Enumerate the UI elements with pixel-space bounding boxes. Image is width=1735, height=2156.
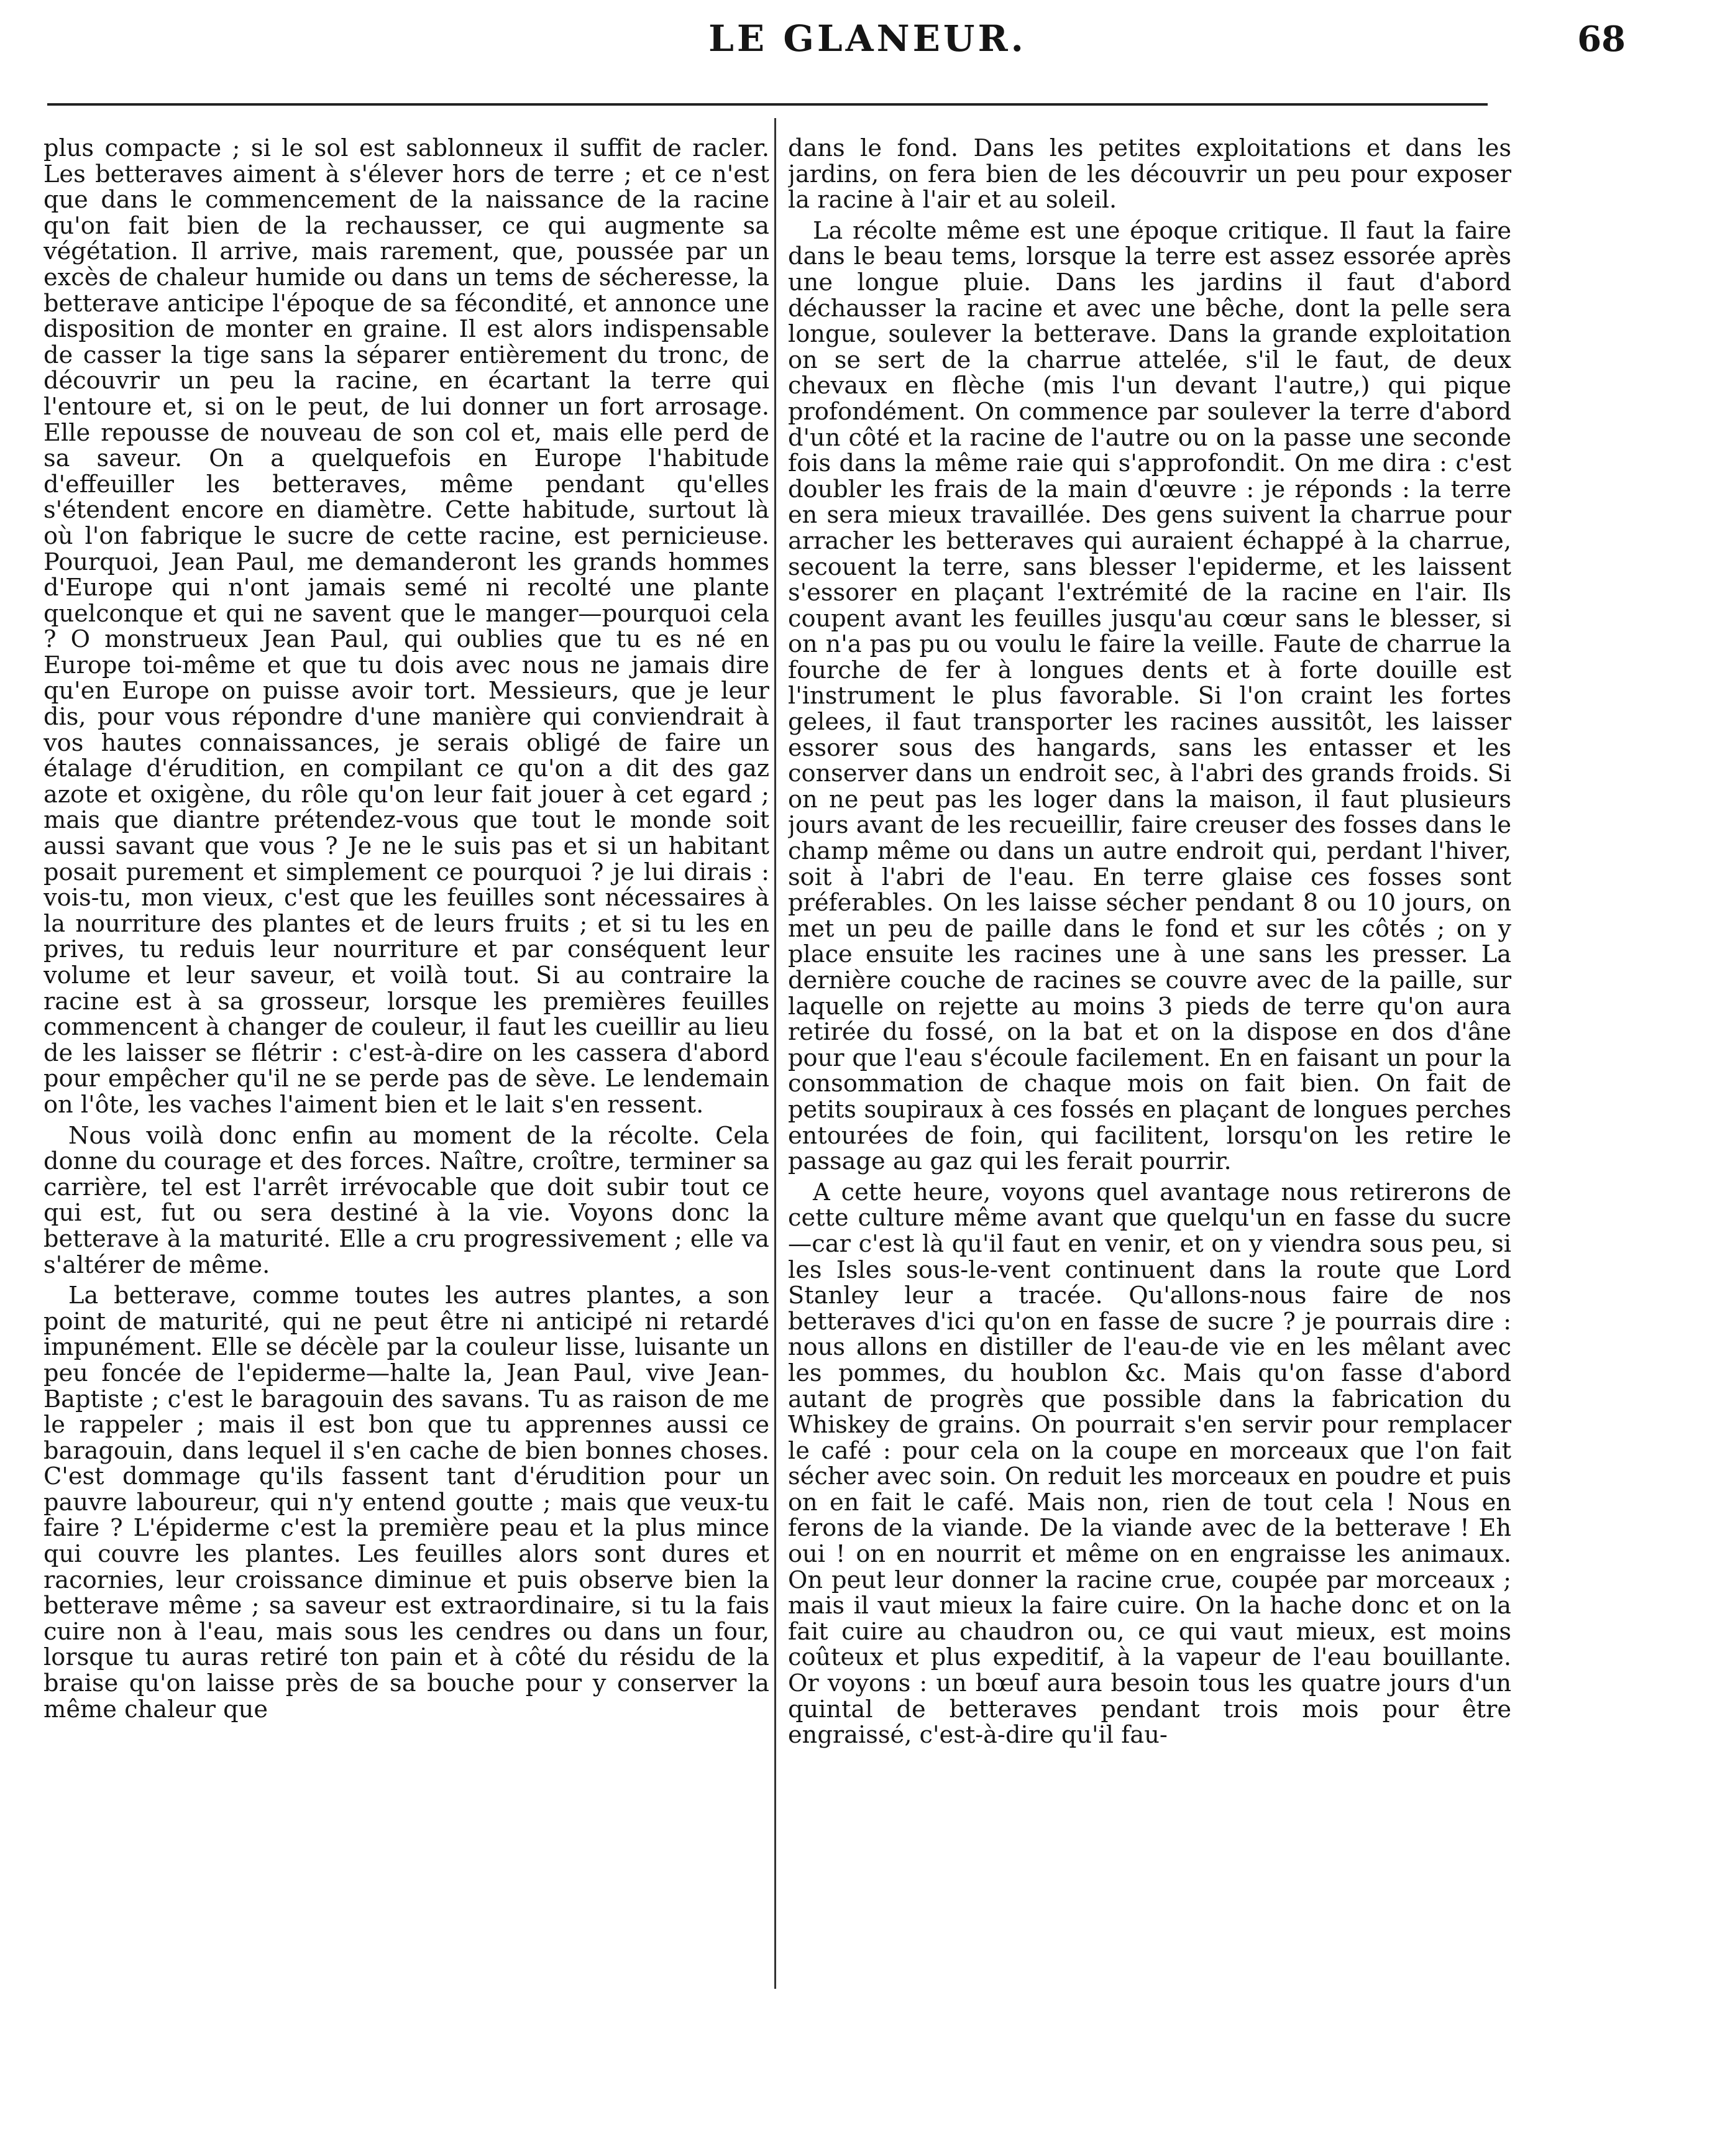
right-paragraph-1: dans le fond. Dans les petites exploitations et dans les jardins, on fera bien de les découvrir un peu pour exposer la racine à l'air et au soleil. xyxy=(788,135,1511,214)
right-column xyxy=(788,135,1511,2019)
right-paragraph-3: A cette heure, voyons quel avantage nous retirerons de cette culture même avant que quelqu'un en fasse du sucre —car c'est là qu'il faut en venir, et on y viendra sous peu, si les Isles sous-le-vent continuent dans la route que Lord Stanley leur a tracée. Qu'allons-nous faire de nos betteraves d'ici qu'on en fasse de sucre ? je pourrais dire : nous allons en distiller de l'eau-de vie en les mêlant avec les pommes, du houblon &c. Mais qu'on fasse d'abord autant de progrès que possible dans la fabrication du Whiskey de grains. On pourrait s'en servir pour remplacer le café : pour cela on la coupe en morceaux que l'on fait sécher avec soin. On reduit les morceaux en poudre et puis on en fait le café. Mais non, rien de tout cela ! Nous en ferons de la viande. De la viande avec de la betterave ! Eh oui ! on en nourrit et même on en engraisse les animaux. On peut leur donner la racine crue, coupée par morceaux ; mais il vaut mieux la faire cuire. On la hache donc et on la fait cuire au chaudron ou, ce qui vaut mieux, est moins coûteux et plus expeditif, à la vapeur de l'eau bouillante. Or voyons : un bœuf aura besoin tous les quatre jours d'un quintal de betteraves pendant trois mois pour être engraissé, c'est-à-dire qu'il fau- xyxy=(788,1178,1511,1750)
left-paragraph-3: La betterave, comme toutes les autres plantes, a son point de maturité, qui ne peut être ni anticipé ni retardé impunément. Elle se décèle par la couleur lisse, luisante un peu foncée de l'epiderme—halte la, Jean Paul, vive Jean-Baptiste ; c'est le baragouin des savans. Tu as raison de me le rappeler ; mais il est bon que tu apprennes aussi ce baragouin, dans lequel il s'en cache de bien bonnes choses. C'est dommage qu'ils fassent tant d'érudition pour un pauvre laboureur, qui n'y entend goutte ; mais que veux-tu faire ? L'épiderme c'est la première peau et la plus mince qui couvre les plantes. Les feuilles alors sont dures et racornies, leur croissance diminue et puis observe bien la betterave même ; sa saveur est extraordinaire, si tu la fais cuire non à l'eau, mais sous les cendres ou dans un four, lorsque tu auras retiré ton pain et à côté du résidu de la braise qu'on laisse près de sa bouche pour y conserver la même chaleur que xyxy=(43,1282,769,1723)
left-column xyxy=(43,135,769,2019)
column-rule xyxy=(774,118,776,1989)
masthead-title: LE GLANEUR. xyxy=(708,17,1027,60)
header-rule xyxy=(47,103,1488,106)
left-paragraph-1: plus compacte ; si le sol est sablonneux il suffit de racler. Les betteraves aiment à s'élever hors de terre ; et ce n'est que dans le commencement de la naissance de la racine qu'on fait bien de la rechausser, ce qui augmente sa végétation. Il arrive, mais rarement, que, poussée par un excès de chaleur humide ou dans un tems de sécheresse, la betterave anticipe l'époque de sa fécondité, et annonce une disposition de monter en graine. Il est alors indispensable de casser la tige sans la séparer entièrement du tronc, de découvrir un peu la racine, en écartant la terre qui l'entoure et, si on le peut, de lui donner un fort arrosage. Elle repousse de nouveau de son col et, mais elle perd de sa saveur. On a quelquefois en Europe l'habitude d'effeuiller les betteraves, même pendant qu'elles s'étendent encore en diamètre. Cette habitude, surtout là où l'on fabrique le sucre de cette racine, est pernicieuse. Pourquoi, Jean Paul, me demanderont les grands hommes d'Europe qui n'ont jamais semé ni recolté une plante quelconque et qui ne savent que le manger—pourquoi cela ? O monstrueux Jean Paul, qui oublies que tu es né en Europe toi-même et que tu dois avec nous ne jamais dire qu'en Europe on puisse avoir tort. Messieurs, que je leur dis, pour vous répondre d'une manière qui conviendrait à vos hautes connaissances, je serais obligé de faire un étalage d'érudition, en compilant ce qu'on a dit des gaz azote et oxigène, du rôle qu'on leur fait jouer à cet egard ; mais que diantre prétendez-vous que tout le monde soit aussi savant que vous ? Je ne le suis pas et si un habitant posait purement et simplement ce pourquoi ? je lui dirais : vois-tu, mon vieux, c'est que les feuilles sont nécessaires à la nourriture des plantes et de leurs fruits ; et si tu les en prives, tu reduis leur nourriture et par conséquent leur volume et leur saveur, et voilà tout. Si au contraire la racine est à sa grosseur, lorsque les premières feuilles commencent à changer de couleur, il faut les cueillir au lieu de les laisser se flétrir : c'est-à-dire on les cassera d'abord pour empêcher qu'il ne se perde pas de sève. Le lendemain on l'ôte, les vaches l'aiment bien et le lait s'en ressent. xyxy=(43,135,769,1119)
left-paragraph-2: Nous voilà donc enfin au moment de la récolte. Cela donne du courage et des forces. Naître, croître, terminer sa carrière, tel est l'arrêt irrévocable que doit subir tout ce qui est, fut ou sera destiné à la vie. Voyons donc la betterave à la maturité. Elle a cru progressivement ; elle va s'altérer de même. xyxy=(43,1121,769,1279)
right-paragraph-2: La récolte même est une époque critique. Il faut la faire dans le beau tems, lorsque la terre est assez essorée après une longue pluie. Dans les jardins il faut d'abord déchausser la racine et avec une bêche, dont la pelle sera longue, soulever la betterave. Dans la grande exploitation on se sert de la charrue attelée, s'il le faut, de deux chevaux en flèche (mis l'un devant l'autre,) qui pique profondément. On commence par soulever la terre d'abord d'un côté et la racine de l'autre ou on la passe une seconde fois dans la même raie qui s'approfondit. On me dira : c'est doubler les frais de la main d'œuvre : je réponds : la terre en sera mieux travaillée. Des gens suivent la charrue pour arracher les betteraves qui auraient échappé à la charrue, secouent la terre, sans blesser l'epiderme, et les laissent s'essorer en plaçant l'extrémité de la racine en l'air. Ils coupent avant les feuilles jusqu'au cœur sans le blesser, si on n'a pas pu ou voulu le faire la veille. Faute de charrue la fourche de fer à longues dents et à forte douille est l'instrument le plus favorable. Si l'on craint les fortes gelees, il faut transporter les racines aussitôt, les laisser essorer sous des hangards, sans les entasser et les conserver dans un endroit sec, à l'abri des grands froids. Si on ne peut pas les loger dans la maison, il faut plusieurs jours avant de les recueillir, faire creuser des fosses dans le champ même ou dans un autre endroit qui, perdant l'hiver, soit à l'abri de l'eau. En terre glaise ces fosses sont préferables. On les laisse sécher pendant 8 ou 10 jours, on met un peu de paille dans le fond et sur les côtés ; on y place ensuite les racines une à une sans les presser. La dernière couche de racines se couvre avec de la paille, sur laquelle on rejette au moins 3 pieds de terre qu'on aura retirée du fossé, on la bat et on la dispose en dos d'âne pour que l'eau s'écoule facilement. En en faisant un pour la consommation de chaque mois on fait bien. On fait de petits soupiraux à ces fossés en plaçant de longues perches entourées de foin, qui facilitent, lorsqu'on les retire le passage au gaz qui les ferait pourrir. xyxy=(788,216,1511,1176)
page-number: 68 xyxy=(1577,19,1626,60)
